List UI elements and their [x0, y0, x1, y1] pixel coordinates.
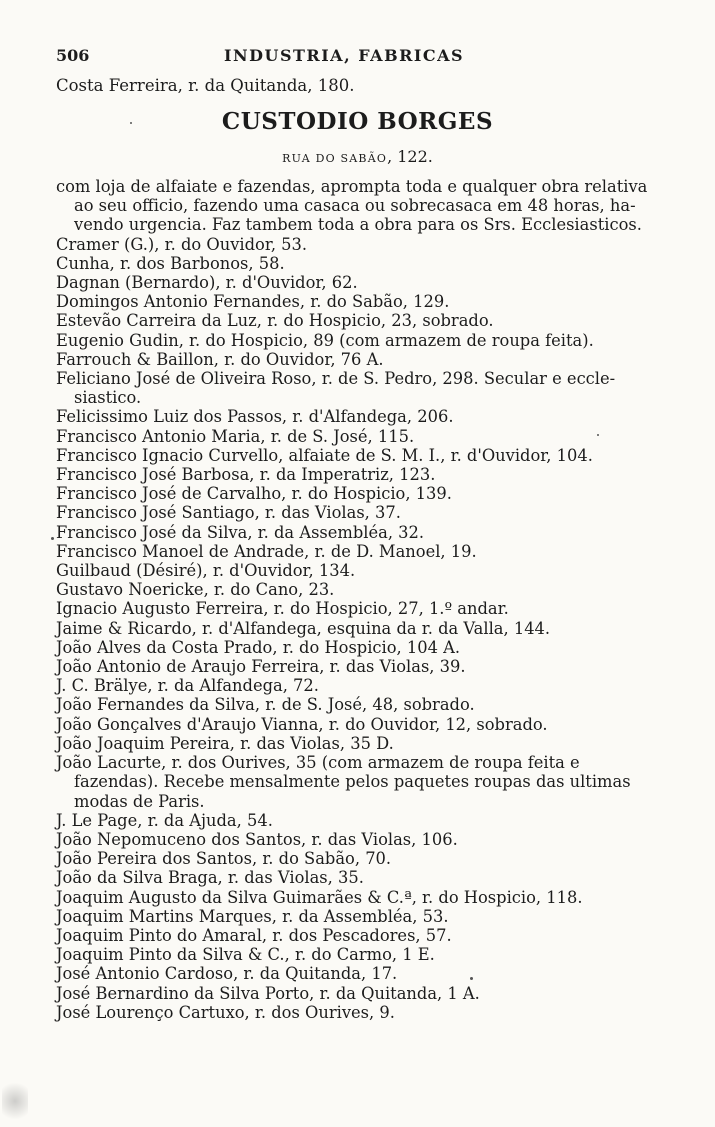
- directory-entry: [56, 811, 656, 830]
- directory-entry: [56, 830, 656, 849]
- entry-line: João Lacurte, r. dos Ourives, 35 (com armazem de roupa feita e: [56, 753, 580, 773]
- entry-continuation-line: ao seu officio, fazendo uma casaca ou sobrecasaca em 48 horas, ha-: [74, 196, 636, 216]
- entry-continuation-line: fazendas). Recebe mensalmente pelos paquetes roupas das ultimas: [74, 772, 631, 792]
- directory-entry: [56, 907, 656, 926]
- entry-line: Cramer (G.), r. do Ouvidor, 53.: [56, 234, 308, 254]
- entry-line: Francisco José da Silva, r. da Assembléa, 32.: [56, 522, 425, 542]
- entry-line: Francisco José de Carvalho, r. do Hospicio, 139.: [56, 484, 452, 504]
- advert-number: , 122.: [387, 147, 433, 166]
- entry-line: Joaquim Martins Marques, r. da Assembléa, 53.: [56, 906, 449, 926]
- entry-line: João Antonio de Araujo Ferreira, r. das Violas, 39.: [56, 657, 466, 677]
- directory-entry: [56, 638, 656, 657]
- page-header: [56, 46, 476, 68]
- directory-entry: [56, 926, 656, 945]
- entry-line: Francisco José Santiago, r. das Violas, 37.: [56, 503, 401, 523]
- entry-line: Francisco José Barbosa, r. da Imperatriz, 123.: [56, 465, 436, 485]
- ink-speck: [470, 977, 473, 980]
- entry-line: Francisco Manoel de Andrade, r. de D. Manoel, 19.: [56, 541, 477, 561]
- entry-line: Eugenio Gudin, r. do Hospicio, 89 (com armazem de roupa feita).: [56, 330, 594, 350]
- directory-entry: [56, 254, 656, 273]
- directory-entry: [56, 580, 656, 599]
- entry-line: Cunha, r. dos Barbonos, 58.: [56, 253, 285, 273]
- directory-entry: [56, 235, 656, 254]
- entry-line: com loja de alfaiate e fazendas, aprompta toda e qualquer obra relativa: [56, 177, 648, 196]
- entry-line: Farrouch & Baillon, r. do Ouvidor, 76 A.: [56, 349, 384, 369]
- entry-line: José Antonio Cardoso, r. da Quitanda, 17.: [56, 964, 398, 984]
- directory-entry: [56, 599, 656, 618]
- entry-line: Guilbaud (Désiré), r. d'Ouvidor, 134.: [56, 561, 356, 581]
- directory-entry: [56, 523, 656, 542]
- entry-line: Joaquim Augusto da Silva Guimarães & C.ª, r. do Hospicio, 118.: [56, 887, 583, 907]
- directory-entry: [56, 964, 656, 983]
- entry-continuation-line: siastico.: [74, 388, 142, 408]
- entry-line: João da Silva Braga, r. das Violas, 35.: [56, 868, 364, 888]
- directory-entry: [56, 542, 656, 561]
- directory-entry: [56, 945, 656, 964]
- entry-line: Ignacio Augusto Ferreira, r. do Hospicio, 27, 1.º andar.: [56, 599, 509, 619]
- directory-entry: [56, 446, 656, 465]
- directory-entry: [56, 331, 656, 350]
- entry-line: Felicissimo Luiz dos Passos, r. d'Alfandega, 206.: [56, 407, 454, 427]
- directory-entry: [56, 695, 656, 714]
- directory-entry: [56, 292, 656, 311]
- directory-entry: [56, 273, 656, 292]
- directory-entry: [56, 369, 656, 407]
- entry-line: Francisco Antonio Maria, r. de S. José, 115.: [56, 426, 415, 446]
- directory-entry: [56, 350, 656, 369]
- entry-line: João Gonçalves d'Araujo Vianna, r. do Ouvidor, 12, sobrado.: [56, 714, 548, 734]
- directory-entry: [56, 734, 656, 753]
- entry-line: Joaquim Pinto da Silva & C., r. do Carmo, 1 E.: [56, 945, 435, 965]
- entry-line: Jaime & Ricardo, r. d'Alfandega, esquina da r. da Valla, 144.: [56, 618, 551, 638]
- advert-street: RUA DO SABÃO: [282, 152, 388, 165]
- directory-entry: [56, 619, 656, 638]
- entry-continuation-line: modas de Paris.: [74, 791, 205, 811]
- entry-line: Gustavo Noericke, r. do Cano, 23.: [56, 580, 335, 600]
- directory-entry: [56, 657, 656, 676]
- entry-line: João Nepomuceno dos Santos, r. das Violas, 106.: [56, 829, 458, 849]
- page-smudge: [2, 1078, 28, 1124]
- directory-entry: [56, 888, 656, 907]
- directory-entry: [56, 676, 656, 695]
- entry-line: José Bernardino da Silva Porto, r. da Quitanda, 1 A.: [56, 983, 480, 1003]
- directory-entry: [56, 503, 656, 522]
- advert-address: [0, 147, 715, 166]
- entry-line: Joaquim Pinto do Amaral, r. dos Pescadores, 57.: [56, 925, 452, 945]
- directory-entry: [56, 715, 656, 734]
- page-number: 506: [56, 46, 90, 65]
- entry-continuation-line: vendo urgencia. Faz tambem toda a obra para os Srs. Ecclesiasticos.: [74, 215, 642, 235]
- ink-speck: [51, 537, 54, 540]
- directory-entry: [56, 1003, 656, 1022]
- entry-line: Feliciano José de Oliveira Roso, r. de S. Pedro, 298. Secular e eccle-: [56, 369, 616, 389]
- directory-entry: [56, 427, 656, 446]
- advert-title: CUSTODIO BORGES: [221, 108, 494, 135]
- directory-entry: [56, 465, 656, 484]
- entry-line: J. C. Brälye, r. da Alfandega, 72.: [56, 676, 319, 696]
- running-head: INDUSTRIA, FABRICAS: [224, 46, 465, 65]
- directory-entry: [56, 407, 656, 426]
- ink-speck: [130, 122, 132, 124]
- entry-line: Estevão Carreira da Luz, r. do Hospicio, 23, sobrado.: [56, 311, 494, 331]
- entry-line: João Fernandes da Silva, r. de S. José, 48, sobrado.: [56, 695, 475, 715]
- entry-line: J. Le Page, r. da Ajuda, 54.: [56, 810, 273, 830]
- entry-line: José Lourenço Cartuxo, r. dos Ourives, 9.: [56, 1002, 395, 1022]
- entry-line: João Joaquim Pereira, r. das Violas, 35 D.: [56, 733, 394, 753]
- directory-entry: [56, 868, 656, 887]
- directory-entry: [56, 561, 656, 580]
- entry-line: Domingos Antonio Fernandes, r. do Sabão, 129.: [56, 292, 450, 312]
- entry-line: Francisco Ignacio Curvello, alfaiate de S. M. I., r. d'Ouvidor, 104.: [56, 445, 593, 465]
- directory-entry: [56, 484, 656, 503]
- entry-line: João Alves da Costa Prado, r. do Hospicio, 104 A.: [56, 637, 461, 657]
- directory-entry: [56, 753, 656, 811]
- directory-entry: [56, 177, 656, 235]
- directory-entry: [56, 984, 656, 1003]
- entry-list: [56, 177, 656, 1022]
- entry-line: João Pereira dos Santos, r. do Sabão, 70.: [56, 849, 392, 869]
- lead-entry: Costa Ferreira, r. da Quitanda, 180.: [56, 76, 355, 95]
- directory-entry: [56, 849, 656, 868]
- entry-line: Dagnan (Bernardo), r. d'Ouvidor, 62.: [56, 273, 358, 293]
- directory-entry: [56, 311, 656, 330]
- ink-speck: [597, 434, 599, 436]
